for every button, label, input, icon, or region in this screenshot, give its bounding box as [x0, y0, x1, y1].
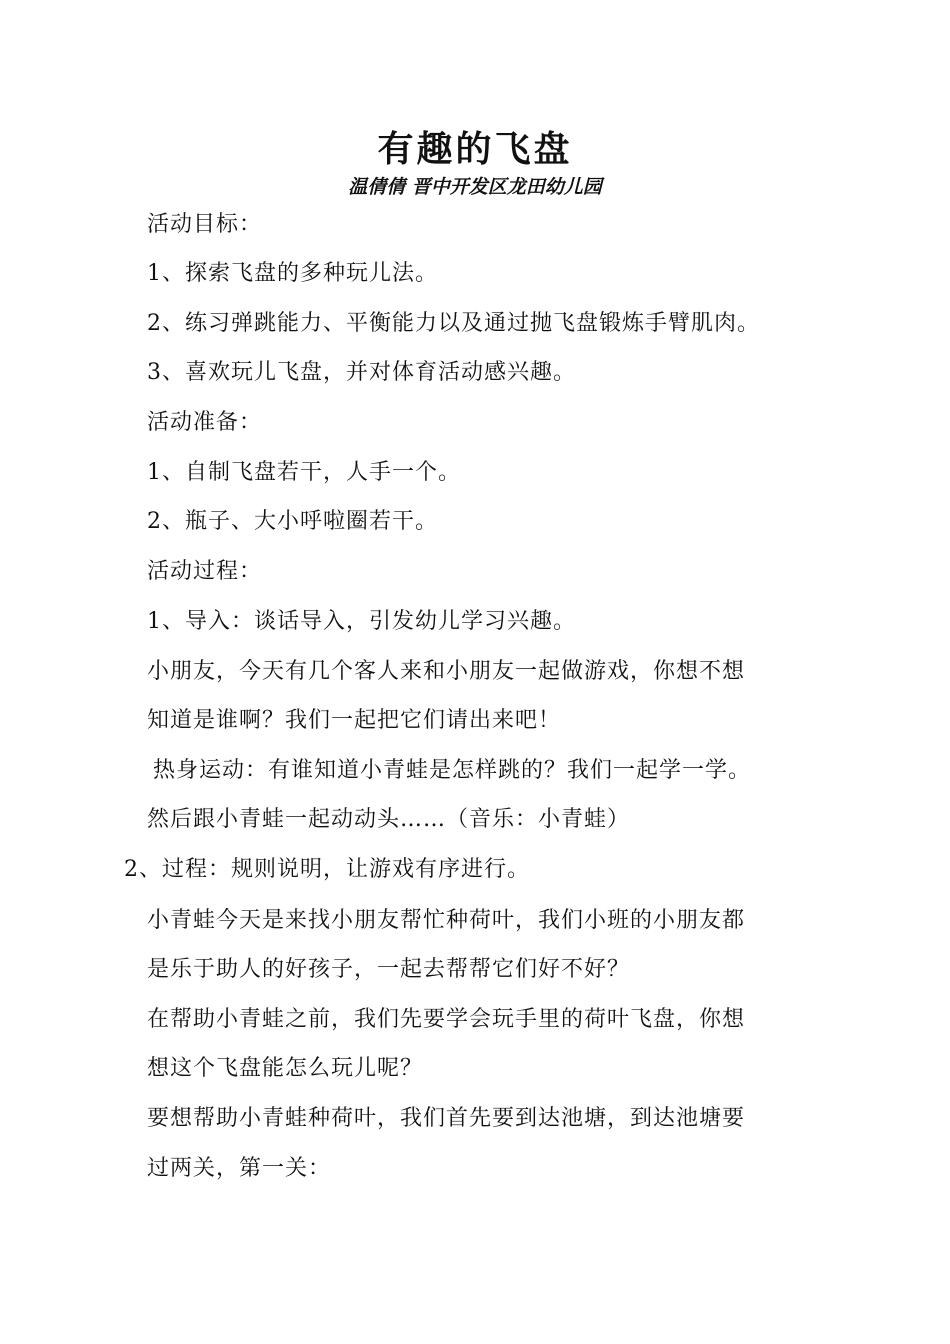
paragraph-line: 3、喜欢玩儿飞盘，并对体育活动感兴趣。: [147, 360, 576, 385]
paragraph-line: 在帮助小青蛙之前，我们先要学会玩手里的荷叶飞盘，你想: [147, 1007, 746, 1032]
paragraph-line: 想这个飞盘能怎么玩儿呢？: [147, 1056, 424, 1081]
paragraph-line: 2、过程：规则说明，让游戏有序进行。: [124, 857, 530, 882]
paragraph-line: 热身运动：有谁知道小青蛙是怎样跳的？我们一起学一学。: [153, 758, 752, 783]
paragraph-line: 2、瓶子、大小呼啦圈若干。: [147, 509, 438, 534]
paragraph-line: 1、探索飞盘的多种玩儿法。: [147, 261, 438, 286]
paragraph-line: 小青蛙今天是来找小朋友帮忙种荷叶，我们小班的小朋友都: [147, 908, 746, 933]
document-title: 有趣的飞盘: [377, 128, 573, 170]
paragraph-line: 2、练习弹跳能力、平衡能力以及通过抛飞盘锻炼手臂肌肉。: [147, 311, 760, 336]
section-heading-process: 活动过程：: [147, 559, 263, 584]
paragraph-line: 小朋友，今天有几个客人来和小朋友一起做游戏，你想不想: [147, 659, 746, 684]
paragraph-line: 过两关，第一关：: [147, 1156, 332, 1181]
paragraph-line: 然后跟小青蛙一起动动头……（音乐：小青蛙）: [147, 807, 631, 832]
paragraph-line: 1、导入：谈话导入，引发幼儿学习兴趣。: [147, 609, 576, 634]
section-heading-goals: 活动目标：: [147, 212, 263, 237]
document-author: 温倩倩 晋中开发区龙田幼儿园: [348, 176, 602, 198]
paragraph-line: 1、自制飞盘若干，人手一个。: [147, 460, 461, 485]
paragraph-line: 要想帮助小青蛙种荷叶，我们首先要到达池塘，到达池塘要: [147, 1106, 746, 1131]
section-heading-preparation: 活动准备：: [147, 410, 263, 435]
paragraph-line: 知道是谁啊？我们一起把它们请出来吧！: [147, 708, 562, 733]
paragraph-line: 是乐于助人的好孩子，一起去帮帮它们好不好？: [147, 957, 631, 982]
